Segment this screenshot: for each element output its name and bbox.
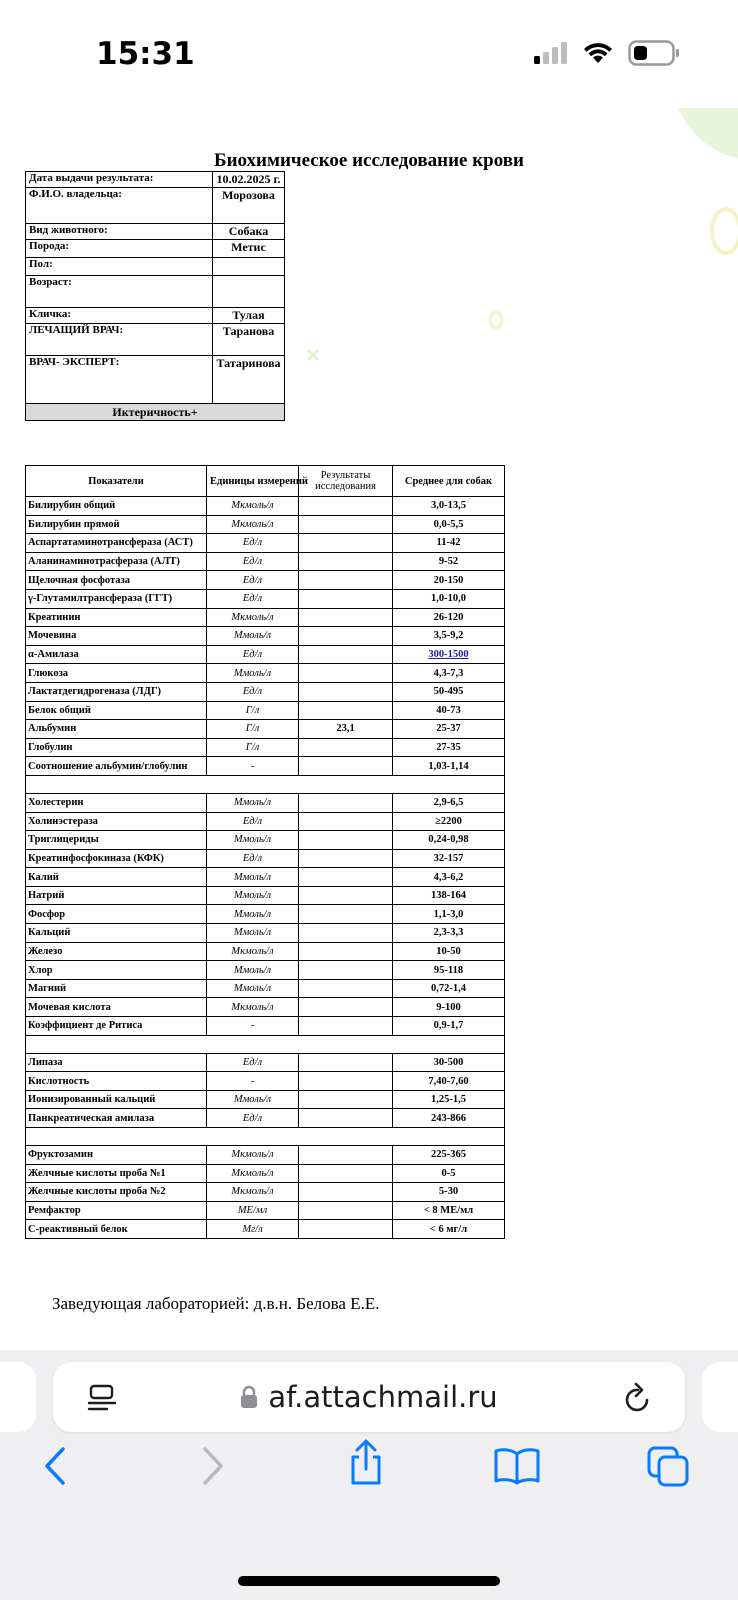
param-name: Холестерин: [26, 793, 207, 812]
param-unit: Ед/л: [207, 1053, 299, 1072]
status-time: 15:31: [96, 36, 195, 72]
param-result: [299, 1090, 393, 1109]
info-value: Морозова: [213, 188, 285, 224]
table-row: [26, 886, 505, 905]
icterus-note: Иктеричность+: [26, 404, 285, 421]
param-result: [299, 849, 393, 868]
param-result: [299, 793, 393, 812]
param-norm: 95-118: [393, 961, 505, 980]
param-unit: Г/л: [207, 738, 299, 757]
param-unit: Мкмоль/л: [207, 608, 299, 627]
browser-toolbar: [0, 1445, 738, 1505]
info-value: Таранова: [213, 324, 285, 356]
table-row: [26, 534, 505, 553]
param-unit: Мкмоль/л: [207, 942, 299, 961]
table-header-row: [26, 466, 505, 497]
param-result: [299, 1072, 393, 1091]
param-norm: 11-42: [393, 534, 505, 553]
param-result: [299, 1017, 393, 1036]
info-value: Собака: [213, 224, 285, 240]
param-norm: ≥2200: [393, 812, 505, 831]
param-name: Альбумин: [26, 720, 207, 739]
param-unit: Г/л: [207, 701, 299, 720]
table-row: [26, 979, 505, 998]
param-unit: МЕ/мл: [207, 1201, 299, 1220]
param-norm: 2,3-3,3: [393, 924, 505, 943]
param-norm: 243-866: [393, 1109, 505, 1128]
param-unit: Ммоль/л: [207, 924, 299, 943]
table-row: [26, 552, 505, 571]
info-value: Татаринова: [213, 356, 285, 404]
share-icon[interactable]: [346, 1439, 386, 1487]
param-result: [299, 905, 393, 924]
address-bar[interactable]: [53, 1362, 685, 1432]
param-result: [299, 812, 393, 831]
param-name: Липаза: [26, 1053, 207, 1072]
info-label: ЛЕЧАЩИЙ ВРАЧ:: [26, 324, 213, 356]
back-icon[interactable]: [42, 1445, 68, 1487]
decorative-ring-icon: [704, 204, 738, 258]
info-label: Порода:: [26, 240, 213, 258]
param-result: [299, 868, 393, 887]
param-norm: 0,9-1,7: [393, 1017, 505, 1036]
param-result: [299, 589, 393, 608]
header-result: Результаты исследования: [299, 466, 393, 497]
table-row: [26, 1164, 505, 1183]
param-unit: Ед/л: [207, 682, 299, 701]
home-indicator: [238, 1576, 500, 1586]
param-name: Холинэстераза: [26, 812, 207, 831]
param-result: [299, 1109, 393, 1128]
param-name: Железо: [26, 942, 207, 961]
param-result: [299, 886, 393, 905]
table-row: [26, 924, 505, 943]
param-name: Коэффициент де Ритиса: [26, 1017, 207, 1036]
info-label: ВРАЧ- ЭКСПЕРТ:: [26, 356, 213, 404]
table-row: [26, 793, 505, 812]
info-label: Вид животного:: [26, 224, 213, 240]
param-unit: Ммоль/л: [207, 627, 299, 646]
param-unit: -: [207, 757, 299, 776]
info-row: [26, 308, 285, 324]
param-unit: Мкмоль/л: [207, 998, 299, 1017]
table-row: [26, 627, 505, 646]
param-norm: 27-35: [393, 738, 505, 757]
param-result: [299, 1201, 393, 1220]
param-name: Билирубин общий: [26, 497, 207, 516]
table-row: [26, 942, 505, 961]
table-row: [26, 738, 505, 757]
param-unit: Мкмоль/л: [207, 497, 299, 516]
info-label: Ф.И.О. владельца:: [26, 188, 213, 224]
info-label: Пол:: [26, 258, 213, 276]
decorative-ring-icon: [486, 308, 506, 332]
table-row: [26, 589, 505, 608]
decorative-cross-icon: [306, 348, 320, 362]
param-name: Щелочная фосфотаза: [26, 571, 207, 590]
param-name: Ионизированный кальций: [26, 1090, 207, 1109]
param-result: [299, 1164, 393, 1183]
param-result: [299, 515, 393, 534]
param-result: [299, 571, 393, 590]
param-unit: -: [207, 1072, 299, 1091]
param-name: Фосфор: [26, 905, 207, 924]
table-row: [26, 608, 505, 627]
table-row: [26, 1072, 505, 1091]
param-norm: 32-157: [393, 849, 505, 868]
table-row: [26, 961, 505, 980]
status-bar: [0, 0, 738, 100]
info-label: Дата выдачи результата:: [26, 172, 213, 188]
param-result: [299, 979, 393, 998]
param-result: [299, 682, 393, 701]
param-name: Кислотность: [26, 1072, 207, 1091]
param-result: [299, 608, 393, 627]
table-row: [26, 812, 505, 831]
spacer-cell: [26, 1128, 505, 1146]
param-result: [299, 1053, 393, 1072]
param-result: [299, 627, 393, 646]
param-name: Билирубин прямой: [26, 515, 207, 534]
param-result: [299, 1183, 393, 1202]
table-row: [26, 1017, 505, 1036]
param-name: Хлор: [26, 961, 207, 980]
table-row: [26, 1146, 505, 1165]
patient-info-table: [25, 171, 285, 421]
table-row: [26, 905, 505, 924]
param-unit: Ед/л: [207, 571, 299, 590]
table-row: [26, 998, 505, 1017]
bookmarks-icon[interactable]: [493, 1447, 541, 1485]
table-row: [26, 515, 505, 534]
browser-chrome: [0, 1350, 738, 1600]
param-norm: 0,0-5,5: [393, 515, 505, 534]
lab-head-signature: Заведующая лабораторией: д.в.н. Белова Е.Е.: [52, 1294, 380, 1313]
param-unit: Мкмоль/л: [207, 1146, 299, 1165]
param-unit: Мкмоль/л: [207, 1164, 299, 1183]
param-norm: 25-37: [393, 720, 505, 739]
info-value: [213, 276, 285, 308]
param-result: [299, 961, 393, 980]
param-norm: 30-500: [393, 1053, 505, 1072]
param-result: [299, 1146, 393, 1165]
param-result: [299, 664, 393, 683]
param-norm: 2,9-6,5: [393, 793, 505, 812]
forward-icon[interactable]: [200, 1445, 226, 1487]
info-value: Метис: [213, 240, 285, 258]
param-name: Мочевая кислота: [26, 998, 207, 1017]
param-unit: Ед/л: [207, 645, 299, 664]
param-result: [299, 552, 393, 571]
tabs-icon[interactable]: [646, 1445, 690, 1487]
table-row: [26, 682, 505, 701]
param-result: [299, 645, 393, 664]
param-name: Аланинаминотрасфераза (АЛТ): [26, 552, 207, 571]
info-row: [26, 188, 285, 224]
cellular-signal-icon: [534, 42, 568, 64]
param-unit: Мг/л: [207, 1220, 299, 1239]
param-unit: -: [207, 1017, 299, 1036]
param-norm: 225-365: [393, 1146, 505, 1165]
param-norm: 138-164: [393, 886, 505, 905]
table-row: [26, 645, 505, 664]
info-row: [26, 276, 285, 308]
param-name: γ-Глутамилтрансфераза (ГГТ): [26, 589, 207, 608]
info-label: Возраст:: [26, 276, 213, 308]
param-result: [299, 1220, 393, 1239]
wifi-icon: [582, 41, 614, 65]
url-text: af.attachmail.ru: [268, 1380, 498, 1414]
param-name: Аспартатаминотрансфераза (АСТ): [26, 534, 207, 553]
param-norm: 20-150: [393, 571, 505, 590]
param-name: Лактатдегидрогеназа (ЛДГ): [26, 682, 207, 701]
param-norm: 26-120: [393, 608, 505, 627]
param-name: Фруктозамин: [26, 1146, 207, 1165]
param-unit: Г/л: [207, 720, 299, 739]
param-norm: < 8 МЕ/мл: [393, 1201, 505, 1220]
param-result: [299, 738, 393, 757]
param-norm: 9-52: [393, 552, 505, 571]
param-norm: 3,5-9,2: [393, 627, 505, 646]
param-unit: Ед/л: [207, 589, 299, 608]
pdf-document: [0, 108, 738, 1348]
param-norm: 1,1-3,0: [393, 905, 505, 924]
section-spacer-row: [26, 1035, 505, 1053]
param-norm: 9-100: [393, 998, 505, 1017]
param-unit: Ммоль/л: [207, 1090, 299, 1109]
icterus-row: [26, 404, 285, 421]
param-unit: Мкмоль/л: [207, 1183, 299, 1202]
param-name: Ремфактор: [26, 1201, 207, 1220]
lock-icon: [240, 1385, 258, 1409]
table-row: [26, 849, 505, 868]
table-row: [26, 831, 505, 850]
table-row: [26, 497, 505, 516]
param-norm: 5-30: [393, 1183, 505, 1202]
param-result: [299, 534, 393, 553]
table-row: [26, 1109, 505, 1128]
param-name: Натрий: [26, 886, 207, 905]
param-norm: 40-73: [393, 701, 505, 720]
param-name: Триглицериды: [26, 831, 207, 850]
param-norm: 1,0-10,0: [393, 589, 505, 608]
section-spacer-row: [26, 1128, 505, 1146]
table-row: [26, 1201, 505, 1220]
param-name: Желчные кислоты проба №2: [26, 1183, 207, 1202]
param-unit: Мкмоль/л: [207, 515, 299, 534]
param-unit: Ммоль/л: [207, 664, 299, 683]
battery-icon: [628, 40, 680, 66]
param-norm: 0,24-0,98: [393, 831, 505, 850]
param-unit: Ммоль/л: [207, 831, 299, 850]
param-norm: 0,72-1,4: [393, 979, 505, 998]
table-row: [26, 664, 505, 683]
param-name: Белок общий: [26, 701, 207, 720]
param-unit: Ед/л: [207, 534, 299, 553]
param-norm: 0-5: [393, 1164, 505, 1183]
param-name: Мочевина: [26, 627, 207, 646]
param-name: Глюкоза: [26, 664, 207, 683]
table-row: [26, 571, 505, 590]
param-name: Глобулин: [26, 738, 207, 757]
spacer-cell: [26, 1035, 505, 1053]
param-norm: 1,03-1,14: [393, 757, 505, 776]
url-display[interactable]: [53, 1362, 685, 1432]
info-row: [26, 224, 285, 240]
param-result: [299, 701, 393, 720]
info-value: Тулая: [213, 308, 285, 324]
param-unit: Ммоль/л: [207, 905, 299, 924]
param-norm: 4,3-7,3: [393, 664, 505, 683]
param-name: Магний: [26, 979, 207, 998]
param-unit: Ед/л: [207, 1109, 299, 1128]
param-result: [299, 757, 393, 776]
reload-icon[interactable]: [623, 1382, 653, 1414]
param-name: Соотношение альбумин/глобулин: [26, 757, 207, 776]
table-row: [26, 757, 505, 776]
reader-icon[interactable]: [87, 1384, 117, 1412]
param-name: Креатинин: [26, 608, 207, 627]
info-row: [26, 324, 285, 356]
param-unit: Ед/л: [207, 552, 299, 571]
param-result: [299, 497, 393, 516]
param-unit: Ммоль/л: [207, 793, 299, 812]
param-result: 23,1: [299, 720, 393, 739]
param-unit: Ммоль/л: [207, 979, 299, 998]
header-norm: Среднее для собак: [393, 466, 505, 497]
table-row: [26, 1053, 505, 1072]
table-row: [26, 868, 505, 887]
status-icons: [534, 40, 680, 66]
param-name: Креатинфосфокиназа (КФК): [26, 849, 207, 868]
header-param: Показатели: [26, 466, 207, 497]
param-norm: 50-495: [393, 682, 505, 701]
info-row: [26, 258, 285, 276]
param-name: С-реактивный белок: [26, 1220, 207, 1239]
norm-link[interactable]: 300-1500: [428, 649, 469, 661]
param-name: α-Амилаза: [26, 645, 207, 664]
info-value: 10.02.2025 г.: [213, 172, 285, 188]
info-label: Кличка:: [26, 308, 213, 324]
param-unit: Ед/л: [207, 849, 299, 868]
param-unit: Ед/л: [207, 812, 299, 831]
table-row: [26, 1220, 505, 1239]
param-norm: 3,0-13,5: [393, 497, 505, 516]
param-name: Желчные кислоты проба №1: [26, 1164, 207, 1183]
param-name: Калий: [26, 868, 207, 887]
next-tab-card[interactable]: [702, 1362, 738, 1432]
param-result: [299, 998, 393, 1017]
table-row: [26, 1183, 505, 1202]
param-norm: 1,25-1,5: [393, 1090, 505, 1109]
results-table: [25, 465, 505, 1239]
header-unit: Единицы измерений: [207, 466, 299, 497]
table-row: [26, 1090, 505, 1109]
param-norm: 10-50: [393, 942, 505, 961]
param-norm: [393, 645, 505, 664]
param-name: Кальций: [26, 924, 207, 943]
param-norm: 4,3-6,2: [393, 868, 505, 887]
param-name: Панкреатическая амилаза: [26, 1109, 207, 1128]
param-norm: < 6 мг/л: [393, 1220, 505, 1239]
info-row: [26, 356, 285, 404]
param-result: [299, 942, 393, 961]
previous-tab-card[interactable]: [0, 1362, 36, 1432]
param-unit: Ммоль/л: [207, 961, 299, 980]
spacer-cell: [26, 775, 505, 793]
param-result: [299, 831, 393, 850]
table-row: [26, 701, 505, 720]
param-unit: Ммоль/л: [207, 886, 299, 905]
param-result: [299, 924, 393, 943]
info-row: [26, 240, 285, 258]
info-row: [26, 172, 285, 188]
param-norm: 7,40-7,60: [393, 1072, 505, 1091]
section-spacer-row: [26, 775, 505, 793]
param-unit: Ммоль/л: [207, 868, 299, 887]
table-row: [26, 720, 505, 739]
info-value: [213, 258, 285, 276]
document-title: Биохимическое исследование крови: [214, 150, 524, 171]
